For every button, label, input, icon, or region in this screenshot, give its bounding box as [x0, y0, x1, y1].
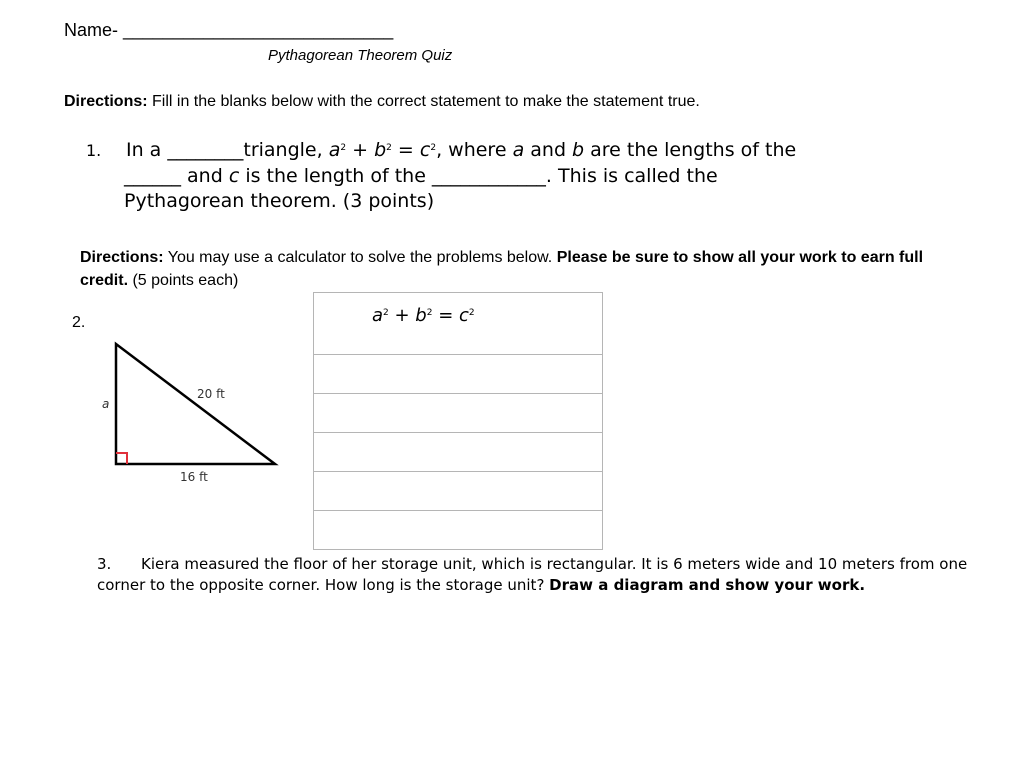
question-2-number: 2. [72, 314, 86, 331]
side-a-label: a [102, 397, 110, 411]
var-c: c [419, 139, 431, 161]
work-cell[interactable] [314, 472, 603, 511]
directions-1 [64, 93, 700, 111]
exponent: 2 [468, 308, 475, 318]
formula-cell [314, 293, 603, 355]
exponent: 2 [430, 143, 437, 153]
right-angle-marker [116, 453, 127, 464]
question-3 [97, 554, 977, 596]
var-a: a [328, 139, 341, 161]
formula-text: = [432, 305, 459, 326]
question-number: 3. [97, 555, 112, 573]
base-label: 16 ft [180, 470, 208, 484]
var-c: c [459, 305, 469, 326]
question-3-text: Kiera measured the floor of her storage unit, which is rectangular. It is 6 meters wide and 10 meters from one corner to the opposite corner. How long is the storage unit? [97, 555, 968, 594]
var-a: a [372, 305, 384, 326]
name-field-label: Name- ___________________________ [64, 20, 394, 40]
directions-label: Directions: [80, 249, 164, 266]
triangle-shape [116, 344, 275, 464]
directions-label: Directions: [64, 93, 148, 110]
var-a: a [512, 139, 525, 161]
table-row [314, 472, 603, 511]
var-c: c [228, 164, 240, 187]
question-1-line-2 [86, 164, 946, 190]
table-row [314, 293, 603, 355]
work-table [313, 292, 603, 550]
work-cell[interactable] [314, 433, 603, 472]
question-1 [86, 136, 946, 215]
var-b: b [374, 139, 387, 161]
work-cell[interactable] [314, 511, 603, 550]
q1-text: + [346, 139, 375, 161]
right-triangle-diagram [90, 330, 290, 490]
var-b: b [415, 305, 427, 326]
q1-text: In a ________triangle, [126, 139, 329, 161]
exponent: 2 [340, 143, 347, 153]
exponent: 2 [386, 143, 392, 153]
quiz-title: Pythagorean Theorem Quiz [268, 47, 453, 64]
question-3-bold-text: Draw a diagram and show your work. [549, 576, 866, 594]
table-row [314, 355, 603, 394]
directions-text: Fill in the blanks below with the correct statement to make the statement true. [147, 93, 700, 110]
exponent: 2 [426, 308, 433, 318]
exponent: 2 [383, 308, 389, 318]
q1-text: and [524, 139, 573, 161]
directions-bold-text: Please be sure to show all your work to earn full credit. [80, 249, 924, 289]
work-cell[interactable] [314, 394, 603, 433]
var-b: b [572, 139, 585, 161]
q1-text: are the lengths of the [584, 139, 797, 161]
question-number: 1. [86, 141, 102, 160]
table-row [314, 394, 603, 433]
question-1-line-1 [86, 136, 946, 164]
table-row [314, 511, 603, 550]
table-row [314, 433, 603, 472]
directions-text: You may use a calculator to solve the problems below. [163, 249, 557, 266]
q1-text: is the length of the ____________. This is called the [239, 164, 718, 187]
q1-text: , where [436, 139, 513, 161]
points-text: (5 points each) [128, 272, 239, 289]
q1-text: = [391, 139, 420, 161]
hypotenuse-label: 20 ft [197, 387, 225, 401]
q1-text: ______ and [124, 164, 229, 187]
formula-text: + [388, 305, 416, 326]
question-1-line-3: Pythagorean theorem. (3 points) [124, 190, 435, 212]
directions-2 [80, 246, 950, 292]
work-cell[interactable] [314, 355, 603, 394]
